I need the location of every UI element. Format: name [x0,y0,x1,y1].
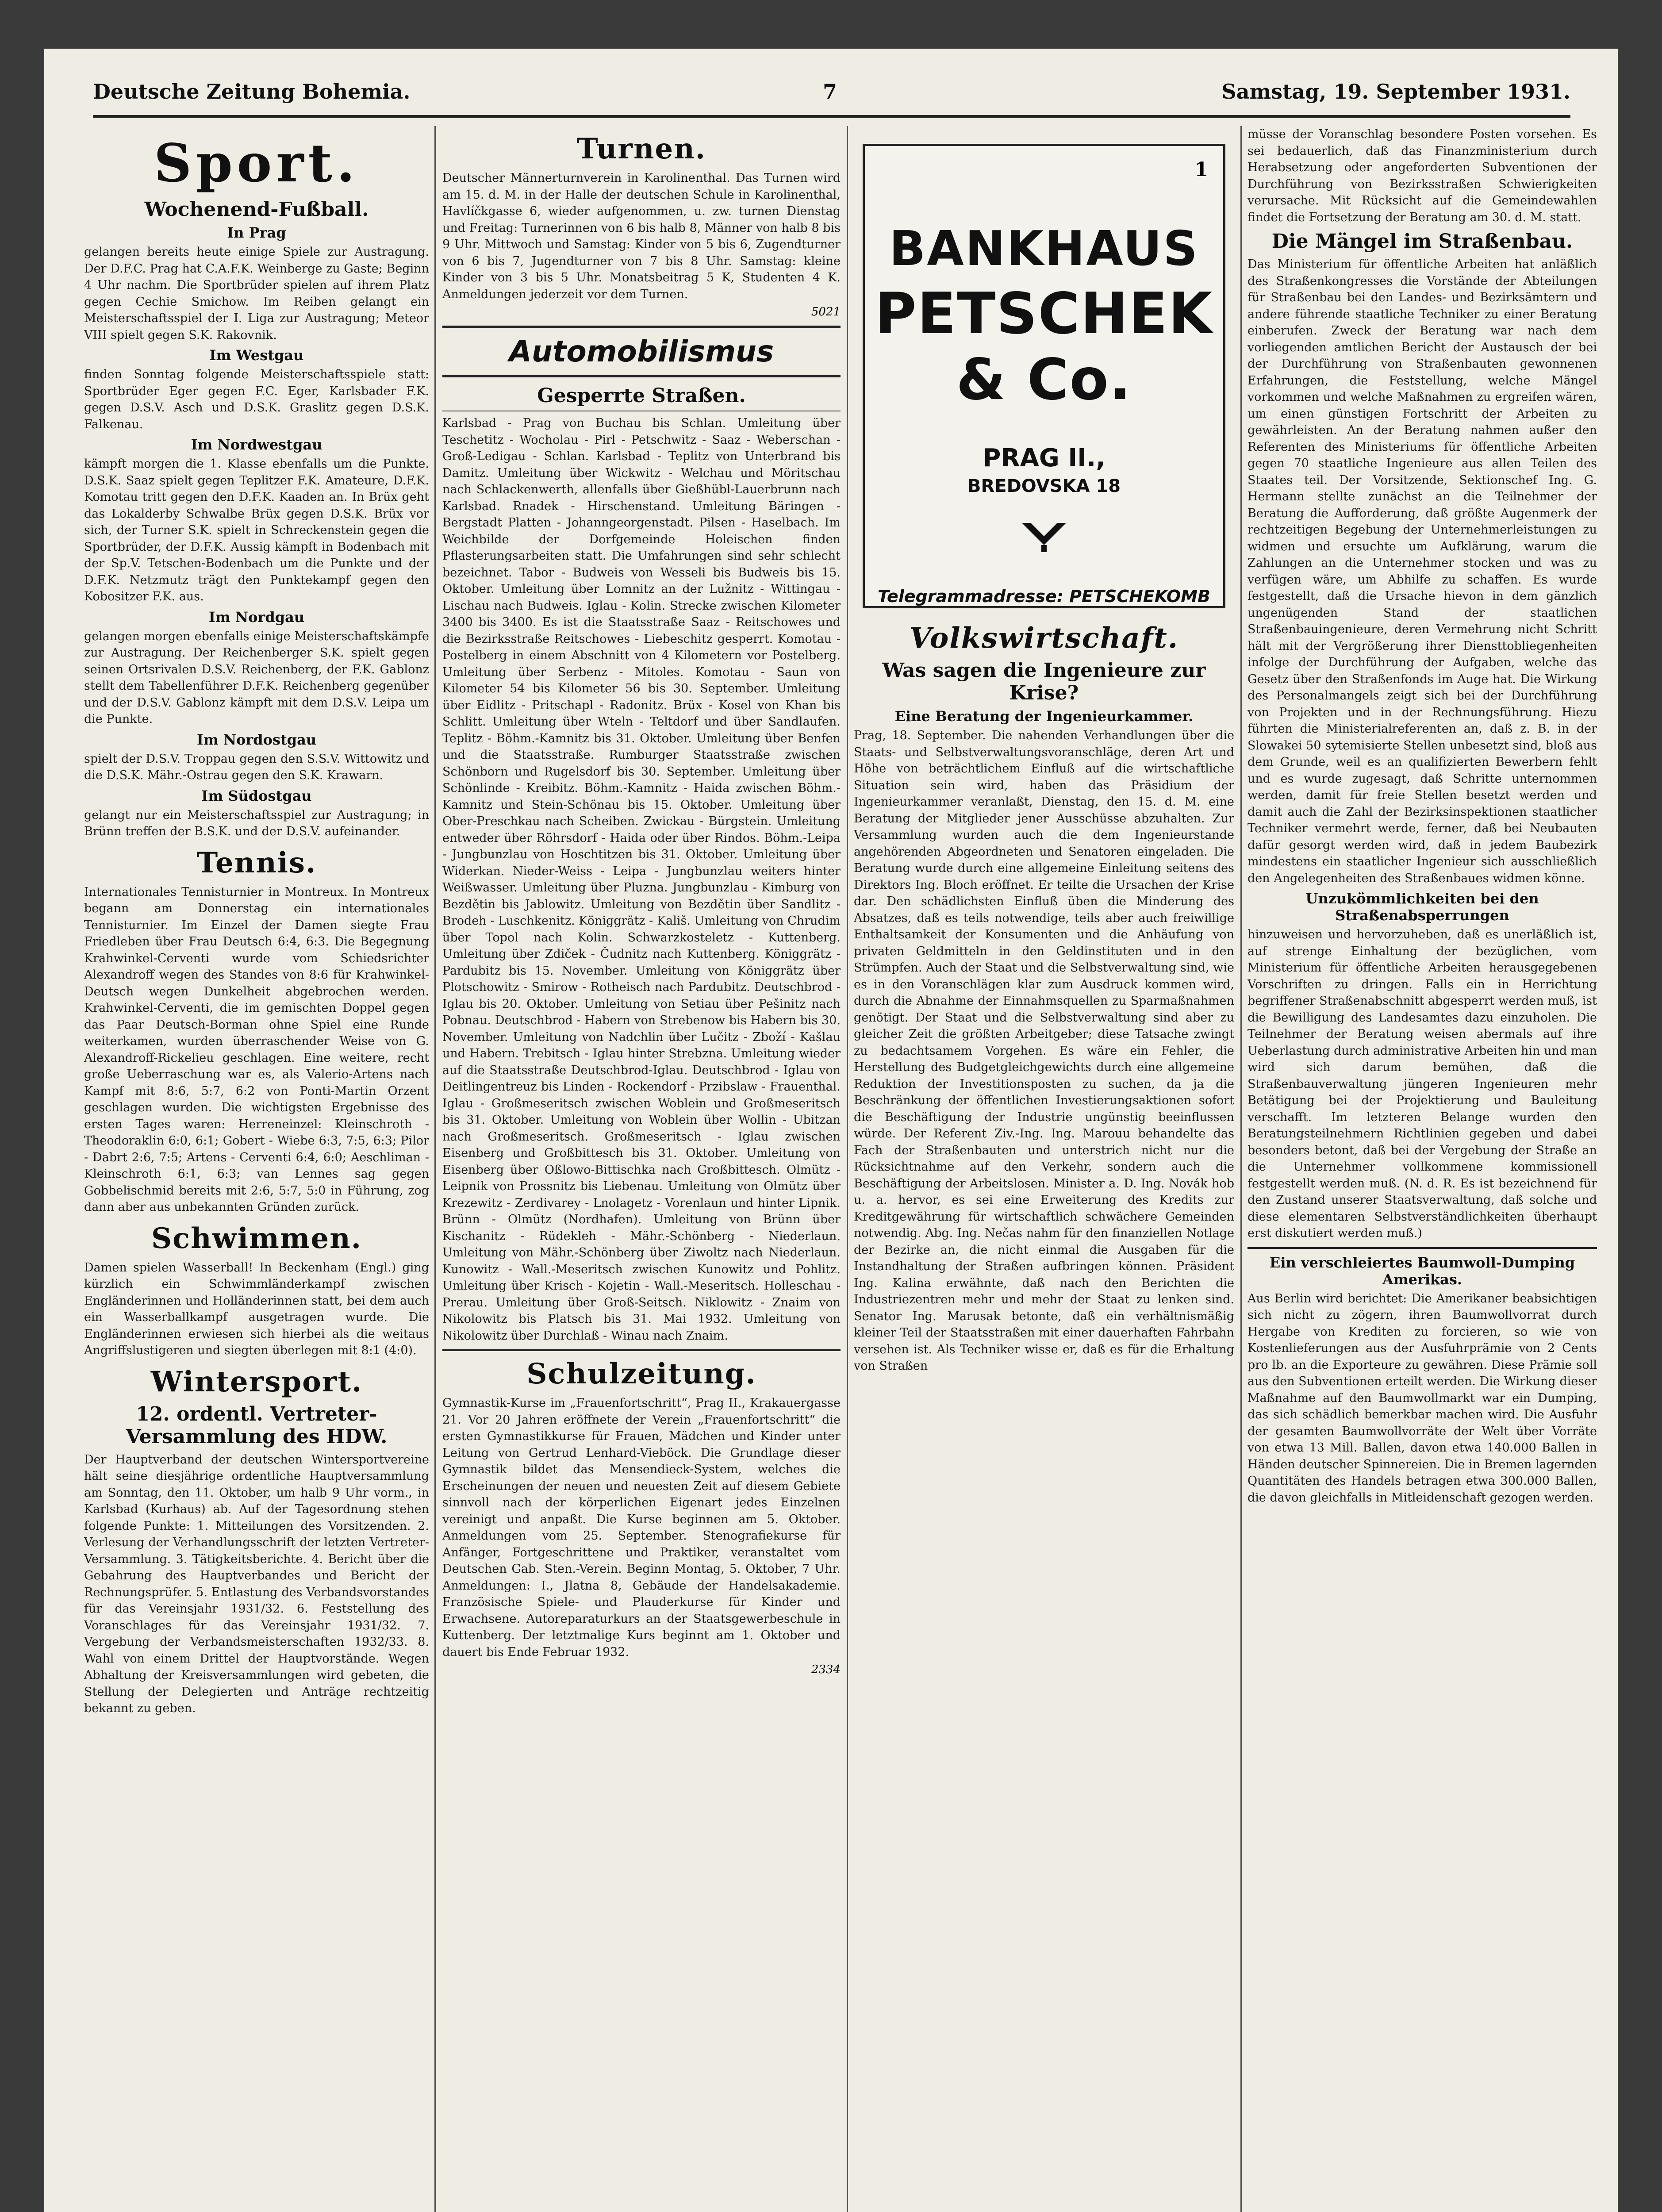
ad-telegram-address: Telegrammadresse: PETSCHEKOMB [877,587,1210,606]
weekend-football-heading: Wochenend-Fußball. [144,198,369,221]
school-ref: 2334 [811,1663,841,1676]
road-defects-paragraph: Das Ministerium für öffentliche Arbeiten hat anläßlich des Straßenkongresses die Vorstände der Abteilungen für Straßenbau bei den Landes- und Bezirksämtern und andere führende staatliche Techniker zu einer Beratung einberufen. Zweck der Beratung war nach dem vorliegenden amtlichen Bericht der Austausch der bei der Durchführung von Straßenbauten gewonnenen Erfahrungen, die Feststellung, welche Mängel vorkommen und welche Maßnahmen zu ergreifen wären, um einen günstigen Fortschritt der Arbeiten zu gewährleisten. An der Beratung nahmen außer den Referenten des Ministeriums für öffentliche Arbeiten gegen 70 staatliche Ingenieure aus allen Teilen des Staates teil. Der Vorsitzende, Sektionschef Ing. G. Hermann stellte zunächst an die Teilnehmer der Beratung die Aufforderung, daß größte Augenmerk der rechtzeitigen Begebung der Unternehmerleistungen zu widmen und ersuchte um Aufklärung, warum die Zahlungen an die Unternehmer stocken und was zu verfügen wäre, um Abhilfe zu schaffen. Es wurde festgestellt, daß die Ursache hievon in dem gänzlich ungenügenden Stand der staatlichen Straßenbauingenieure, deren Vermehrung nicht Schritt hält mit der Vergrößerung ihrer Diensttobliegenheiten infolge der Durchführung der Aufgaben, welche das Gesetz über den Straßenfonds im Auge hat. Die Wirkung des Personalmangels zeigt sich bei der Durchführung von Projekten und in der Rechnungsführung. Hiezu führten die Ministerialreferenten an, daß z. B. in der Slowakei 50 sytemisierte Stellen unbesetzt sind, bloß aus dem Grunde, weil es an qualifizierten Bewerbern fehlt und es wurde zugesagt, daß Schritte unternommen werden, damit für freie Stellen besetzt werden und damit auch die Zahl der Bezirksinspektionen staatlicher Techniker vermehrt werde, ferner, daß bei Neubauten dafür gesorgt werden wird, daß in jedem Baubezirk mindestens ein staatlicher Ingenieur sich ausschließlich den Angelegenheiten des Straßenbaues widmen könne. [1247,257,1597,885]
masthead-date: Samstag, 19. September 1931. [1221,80,1570,104]
northeast-paragraph: spielt der D.S.V. Troppau gegen den S.S.V. Wittowitz und die D.S.K. Mähr.-Ostrau gegen den S.K. Krawarn. [84,752,429,782]
northeast-subheading: Im Nordostgau [196,731,317,748]
engineers-crisis-heading: Was sagen die Ingenieure zur Krise? [882,659,1206,704]
road-defects-heading: Die Mängel im Straßenbau. [1271,230,1573,253]
ad-line-city: PRAG II., [983,444,1105,472]
swimming-heading: Schwimmen. [151,1221,362,1255]
west-paragraph: finden Sonntag folgende Meisterschaftsspiele statt: Sportbrüder Eger gegen F.C. Eger, Karlsbader F.K. gegen D.S.V. Asch und D.S.K. Graslitz gegen D.S.K. Falkenau. [84,368,429,431]
south-paragraph: gelangt nur ein Meisterschaftsspiel zur Austragung; in Brünn treffen der B.S.K. und der D.S.V. aufeinander. [84,808,429,838]
road-closures-paragraph: hinzuweisen und hervorzuheben, daß es unerläßlich ist, auf strenge Einhaltung der bezüglichen, vom Ministerium für öffentliche Arbeiten herausgegebenen Vorschriften zu dringen. Falls ein in Herrichtung begriffener Straßenabschnitt abgesperrt werden muß, ist die Bewilligung des Landesamtes dazu einzuholen. Die Teilnehmer der Beratung weisen abermals auf ihre Ueberlastung durch administrative Arbeiten hin und man wird sich darum bemühen, daß die Straßenbauverwaltung jüngeren Ingenieuren mehr Betätigung bei der Projektierung und Bauleitung verschafft. Im letzteren Belange wurden den Beratungsteilnehmern Richtlinien gegeben und dabei besonders betont, daß bei der Vergebung der Straße an die Unternehmer vollkommene kommissionell festgestellt werden muß. (N. d. R. Es ist bezeichnend für den Zustand unserer Staatsverwaltung, daß solche und diese elementaren Selbstverständlichkeiten überhaupt erst diskutiert werden muß.) [1247,928,1597,1240]
engineers-crisis-subheading: Eine Beratung der Ingenieurkammer. [894,708,1194,725]
ad-line-bankhaus: BANKHAUS [889,221,1199,276]
bank-logo-icon [1017,514,1071,554]
ad-line-street: BREDOVSKA 18 [967,476,1121,496]
engineers-crisis-paragraph: Prag, 18. September. Die nahenden Verhandlungen über die Staats- und Selbstverwaltungsvoranschläge, deren Art und Höhe von beträchtlichem Einfluß auf die wirtschaftliche Situation sein wird, haben das Präsidium der Ingenieurkammer veranlaßt, Dienstag, den 15. d. M. eine Beratung der Mitglieder jener Ausschüsse abzuhalten. Zur Versammlung wurden auch die dem Ingenieurstande angehörenden Abgeordneten und Senatoren eingeladen. Die Beratung wurde durch eine allgemeine Einleitung seitens des Direktors Ing. Bloch eröffnet. Er teilte die Ursachen der Krise dar. Den schädlichsten Einfluß üben die Minderung des Absatzes, daß es teils notwendige, teils aber auch freiwillige Enthaltsamkeit der Konsumenten und die Anhäufung von privaten Geldmitteln in den Geldinstituten und in den Strümpfen. Auch der Staat und die Selbstverwaltung sind, wie es in den Voranschlägen klar zum Ausdruck kommen wird, durch die Abnahme der Einnahmsquellen zu Sparmaßnahmen genötigt. Der Staat und die Selbstverwaltung sind aber zu gleicher Zeit die größten Arbeitgeber; diese Tatsache zwingt zu bedachtsamem Vorgehen. Es wäre ein Fehler, die Herstellung des Budgetgleichgewichts durch eine allgemeine Reduktion der Investitionsposten zu suchen, da ja die Beschränkung der öffentlichen Investierungsaktionen sofort die Beschäftigung der Industrie ungünstig beeinflussen würde. Der Referent Ziv.-Ing. Ing. Marouu behandelte das Fach der Straßenbauten und unterstrich nicht nur die Rücksichtnahme auf den Verkehr, sondern auch die Beschäftigung der Arbeitslosen. Minister a. D. Ing. Novák hob u. a. hervor, es sei eine Erweiterung des Kredits zur Kreditgewährung für wirtschaftlich schwächere Gemeinden notwendig. Abg. Ing. Nečas nahm für den finanziellen Notlage der Bezirke an, die nicht einmal die Ausgaben für die Instandhaltung der Straßen aufbringen können. Präsident Ing. Kalina erwähnte, daß nach den Berichten die Industriezentren mehr und mehr der Staat zu lenken sind. Senator Ing. Marusak betonte, daß ein verhältnismäßig kleiner Teil der Staatsstraßen mit einer dauerhaften Fahrbahn versehen ist. Als Techniker wisse er, daß es für die Erhaltung von Straßen [854,729,1234,1373]
column-economy [854,126,1234,2212]
cotton-dumping-paragraph: Aus Berlin wird berichtet: Die Amerikaner beabsichtigen sich nicht zu zögern, ihren Baumwollvorrat durch Hergabe von Krediten zu forcieren, so wie von Kostenlieferungen aus der Ausfuhrprämie von 2 Cents pro lb. an die Exporteure zu gewähren. Diese Prämie soll aus den Subventionen erteilt werden. Die Wirkung dieser Maßnahme auf den Baumwollmarkt war ein Dumping, das sich schädlich bemerkbar machen wird. Die Ausfuhr der gesamten Baumwollvorräte der Welt über Vorräte von etwa 13 Mill. Ballen, davon etwa 140.000 Ballen in Händen deutscher Spinnereien. Die in Bremen lagernden Quantitäten des Handels betragen etwa 300.000 Ballen, die davon gleichfalls in Mitleidenschaft gezogen werden. [1247,1291,1597,1505]
column-auto [442,126,841,2212]
masthead-paper-name: Deutsche Zeitung Bohemia. [93,80,411,104]
prague-paragraph: gelangen bereits heute einige Spiele zur Austragung. Der D.F.C. Prag hat C.A.F.K. Weinberge zu Gaste; Beginn 4 Uhr nachm. Die Sportbrüder spielen auf ihrem Platz gegen Cechie Smichow. Im Reiben gelangt ein Meisterschaftsspiel der I. Liga zur Austragung; Meteor VIII spielt gegen S.K. Rakovnik. [84,245,429,342]
turnen-paragraph: Deutscher Männerturnverein in Karolinenthal. Das Turnen wird am 15. d. M. in der Halle der deutschen Schule in Karolinenthal, Havlíčkgasse 6, wieder aufgenommen, u. zw. turnen Dienstag und Freitag: Turnerinnen von 6 bis halb 8, Männer von halb 8 bis 9 Uhr. Mittwoch und Samstag: Kinder von 5 bis 6, Zugendturner von 6 bis 7, Jugendturner von 7 bis 8 Uhr. Samstag: kleine Kinder von 3 bis 5 Uhr. Monatsbeitrag 5 K, Studenten 4 K. Anmeldungen jederzeit vor dem Turnen. [442,171,841,301]
divider [1247,1247,1597,1249]
north-paragraph: gelangen morgen ebenfalls einige Meisterschaftskämpfe zur Austragung. Der Reichenberger S.K. spielt gegen seinen Ortsrivalen D.S.V. Reichenberg, der F.K. Gablonz stellt dem Tabellenführer D.F.K. Reichenberg gegenüber und der D.S.V. Gablonz kämpft mit dem D.S.V. Leipa um die Punkte. [84,629,429,726]
column-rule [847,126,848,2212]
continuation-paragraph: müsse der Voranschlag besondere Posten vorsehen. Es sei bedauerlich, daß das Finanzministerium durch Herabsetzung oder angeforderten Subventionen der Durchführung von Bezirksstraßen Schwierigkeiten verursache. Mit Rücksicht auf die Gemeindewahlen findet die Fortsetzung der Beratung am 30. d. M. statt. [1247,127,1597,224]
school-paragraph: Gymnastik-Kurse im „Frauenfortschritt“, Prag II., Krakauergasse 21. Vor 20 Jahren eröffnete der Verein „Frauenfortschritt“ die ersten Gymnastikkurse für Frauen, Mädchen und Kinder unter Leitung von Gertrud Lenhard-Vieböck. Die Grundlage dieser Gymnastik bildet das Mensendieck-System, welches die Erscheinungen der neuen und neuesten Zeit auf diesem Gebiete sinnvoll nach der körperlichen Eigenart jedes Einzelnen vereinigt und anpaßt. Die Kurse beginnen am 5. Oktober. Anmeldungen vom 25. September. Stenografiekurse für Anfänger, Fortgeschrittene und Praktiker, veranstaltet vom Deutschen Gab. Sten.-Verein. Beginn Montag, 5. Oktober, 7 Uhr. Anmeldungen: I., Jlatna 8, Gebäude der Handelsakademie. Französische Spiele- und Plauderkurse für Kinder und Erwachsene. Autoreparaturkurs an der Staatsgewerbeschule in Kuttenberg. Der letztmalige Kurs beginnt am 1. Oktober und dauert bis Ende Februar 1932. [442,1396,841,1659]
north-subheading: Im Nordgau [208,608,305,626]
cotton-dumping-heading: Ein verschleiertes Baumwoll-Dumping Amerikas. [1269,1254,1575,1288]
economy-heading: Volkswirtschaft. [909,622,1179,655]
newspaper-page [44,49,1618,2212]
south-subheading: Im Südostgau [201,787,312,804]
wintersport-subheading: 12. ordentl. Vertreter-Versammlung des HDW. [126,1402,388,1448]
divider [442,1349,841,1351]
closed-roads-paragraph: Karlsbad - Prag von Buchau bis Schlan. Umleitung über Teschetitz - Wocholau - Pirl - Petschwitz - Saaz - Weberschan - Groß-Ledigau - Schlan. Karlsbad - Teplitz von Unterbrand bis Damitz. Umleitung über Wickwitz - Welchau und Möritschau nach Schlackenwerth, allenfalls über Gießhübl-Lauerbrunn nach Karlsbad. Rnadek - Hirschenstand. Umleitung Bäringen - Bergstadt Platten - Johanngeorgenstadt. Pilsen - Haselbach. Im Weichbilde der Dorfgemeinde Holeischen finden Pflasterungsarbeiten statt. Die Umfahrungen sind sehr schlecht bezeichnet. Tabor - Budweis von Wesseli bis Budweis bis 15. Oktober. Umleitung über Lomnitz an der Lužnitz - Wittingau - Lischau nach Budweis. Iglau - Kolin. Strecke zwischen Kilometer 3400 bis 3400. Es ist die Staatsstraße Saaz - Reitschowes und die Bezirksstraße Reitschowes - Liebeschitz gesperrt. Komotau - Postelberg in einem Abschnitt von 4 Kilometern vor Postelberg. Umleitung über Serbenz - Mitoles. Komotau - Saun von Kilometer 54 bis Kilometer 56 bis 30. September. Umleitung über Eidlitz - Pritschapl - Radonitz. Brüx - Kosel von Khan bis Schlitt. Umleitung über Wteln - Teltdorf und über Sandlaufen. Teplitz - Böhm.-Kamnitz bis 31. Oktober. Umleitung über Benfen und die Staatsstraße. Rumburger Staatsstraße zwischen Schönborn und Rugelsdorf bis 30. September. Umleitung über Schönlinde - Kreibitz. Böhm.-Kamnitz - Haida zwischen Böhm.-Kamnitz und Stein-Schönau bis 15. Oktober. Umleitung über Ober-Preschkau nach Scheiben. Zwickau - Bürgstein. Umleitung entweder über Röhrsdorf - Haida oder über Rindos. Böhm.-Leipa - Jungbunzlau von Hoschtitzen bis 31. Oktober. Umleitung über Widerkan. Nieder-Weiss - Leipa - Jungbunzlau weiters hinter Weißwasser. Umleitung über Pluzna. Jungbunzlau - Kimburg von Bezdětin bis Jablowitz. Umleitung von Bezdětin über Sandlitz - Brodeh - Luschkenitz. Königgrätz - Kališ. Umleitung von Chrudim über Topol nach Kolin. Schwarzkosteletz - Kuttenberg. Umleitung über Zdiček - Čudnitz nach Kuttenberg. Königgrätz - Pardubitz bis 15. November. Umleitung von Königgrätz über Plotschowitz - Smirow - Rotheisch nach Pardubitz. Deutschbrod - Iglau bis 20. Oktober. Umleitung von Setiau über Pešinitz nach Pobnau. Deutschbrod - Habern von Strebenow bis Habern bis 30. November. Umleitung von Nadchlin über Lučitz - Zboží - Kašlau und Habern. Trebitsch - Iglau hinter Strebzna. Umleitung wieder auf die Staatsstraße Deutschbrod-Iglau. Deutschbrod - Iglau von Deitlingentreuz bis Linden - Rockendorf - Przibslaw - Frauenthal. Iglau - Großmeseritsch zwischen Woblein und Großmeseritsch bis 31. Oktober. Umleitung von Woblein über Wollin - Ubitzan nach Großmeseritsch. Großmeseritsch - Iglau zwischen Eisenberg und Großbittesch bis 31. Oktober. Umleitung von Eisenberg über Oßlowo-Bittischka nach Großbittesch. Olmütz - Leipnik von Prossnitz bis Liebenau. Umleitung von Olmütz über Krezewitz - Zerdivarey - Lnolagetz - Vorenlaun und hinter Lipnik. Brünn - Olmütz (Nordhafen). Umleitung von Brünn über Kischanitz - Rüdekleh - Mähr.-Schönberg - Niederlaun. Umleitung von Mähr.-Schönberg über Ziwoltz nach Niederlaun. Kunowitz - Wall.-Meseritsch zwischen Kunowitz und Pohlitz. Umleitung über Krisch - Kojetin - Wall.-Meseritsch. Holleschau - Prerau. Umleitung über Groß-Seitsch. Niklowitz - Znaim von Nikolowitz bis Platsch bis 31. Mai 1932. Umleitung von Nikolowitz über Durchlaß - Winau nach Znaim. [442,416,841,1343]
automobilismus-heading: Automobilismus [442,326,841,377]
west-subheading: Im Westgau [209,347,304,364]
column-roadbuilding [1247,126,1597,2212]
wintersport-paragraph: Der Hauptverband der deutschen Wintersportvereine hält seine diesjährige ordentliche Hauptversammlung am Sonntag, den 11. Oktober, um halb 9 Uhr vorm., in Karlsbad (Kurhaus) ab. Auf der Tagesordnung stehen folgende Punkte: 1. Mitteilungen des Vorsitzenden. 2. Verlesung der Verhandlungsschrift der letzten Vertreter-Versammlung. 3. Tätigkeitsberichte. 4. Bericht über die Gebahrung des Hauptverbandes und Bericht der Rechnungsprüfer. 5. Entlastung des Verbandsvorstandes für das Vereinsjahr 1931/32. 6. Feststellung des Voranschlages für das Vereinsjahr 1931/32. 7. Vergebung der Verbandsmeisterschaften 1932/33. 8. Wahl von einem Drittel der Hauptvorstände. Wegen Abhaltung der Kreisversammlungen wird gebeten, die Stellung der Delegierten und Anträge rechtzeitig bekannt zu geben. [84,1452,429,1715]
closed-roads-heading: Gesperrte Straßen. [537,384,746,407]
ad-corner-mark: 1 [1194,158,1208,181]
swimming-paragraph: Damen spielen Wasserball! In Beckenham (Engl.) ging kürzlich ein Schwimmländerkampf zwischen Engländerinnen und Holländerinnen statt, bei dem auch ein Wasserballkampf ausgetragen wurde. Die Engländerinnen erwiesen sich hierbei als die weitaus Angriffslustigeren und siegten überlegen mit 8:1 (4:0). [84,1260,429,1357]
column-rule [434,126,436,2212]
ad-line-name: PETSCHEK & Co. [875,281,1213,413]
wintersport-heading: Wintersport. [150,1365,363,1398]
bank-advertisement [863,144,1225,608]
masthead-rule [93,115,1570,118]
road-closures-subheading: Unzukömmlichkeiten bei den Straßenabsperrungen [1305,890,1539,924]
masthead-page-number: 7 [823,80,837,104]
column-rule [1240,126,1242,2212]
column-sport [84,126,429,2212]
turnen-ref: 5021 [811,305,841,319]
school-heading: Schulzeitung. [526,1357,756,1390]
tennis-paragraph: Internationales Tennisturnier in Montreux. In Montreux begann am Donnerstag ein internationales Tennisturnier. Im Einzel der Damen siegte Frau Friedleben über Frau Deutsch 6:4, 6:3. Die Begegnung Krahwinkel-Cerventi wurde vom Schiedsrichter Alexandroff wegen des Standes von 8:6 für Krahwinkel-Deutsch wegen Dunkelheit abgebrochen werden. Krahwinkel-Cerventi, die im gemischten Doppel gegen das Paar Deutsch-Borman ohne Spiel eine Runde weiterkamen, wurden überraschender Weise von G. Alexandroff-Rickelieu geschlagen. Eine weitere, recht große Ueberraschung war es, als Valerio-Artens nach Kampf mit 8:6, 5:7, 6:2 von Ponti-Martin Orzent geschlagen wurden. Die wichtigsten Ergebnisse des ersten Tages waren: Herreneinzel: Kleinschroth - Theodoraklin 6:0, 6:1; Gobert - Wiebe 6:3, 7:5, 6:3; Pilor - Dabrt 2:6, 7:5; Artens - Cerventi 6:4, 6:0; Aeschliman - Kleinschroth 6:1, 6:3; van Lennes sag gegen Gobbelischmid bereits mit 2:6, 5:7, 5:0 in Führung, zog dann aber aus unbekannten Gründen zurück. [84,885,429,1214]
turnen-heading: Turnen. [576,132,706,165]
northwest-subheading: Im Nordwestgau [191,436,322,453]
masthead [93,75,1570,111]
tennis-heading: Tennis. [196,846,317,879]
sport-title: Sport. [154,132,360,194]
prague-subheading: In Prag [227,224,286,241]
northwest-paragraph: kämpft morgen die 1. Klasse ebenfalls um die Punkte. D.S.K. Saaz spielt gegen Teplitzer F.K. Amateure, D.F.K. Komotau tritt gegen den D.F.K. Kaaden an. In Brüx geht das Lokalderby Schwalbe Brüx gegen D.S.K. Brüx vor sich, der Turner S.K. spielt in Schreckenstein gegen die Sportbrüder, der D.F.K. Aussig kämpft in Bodenbach mit der Sp.V. Tetschen-Bodenbach um die Punkte und der D.F.K. Netzmutz trägt den Punktekampf gegen den Kobositzer F.K. aus. [84,457,429,603]
